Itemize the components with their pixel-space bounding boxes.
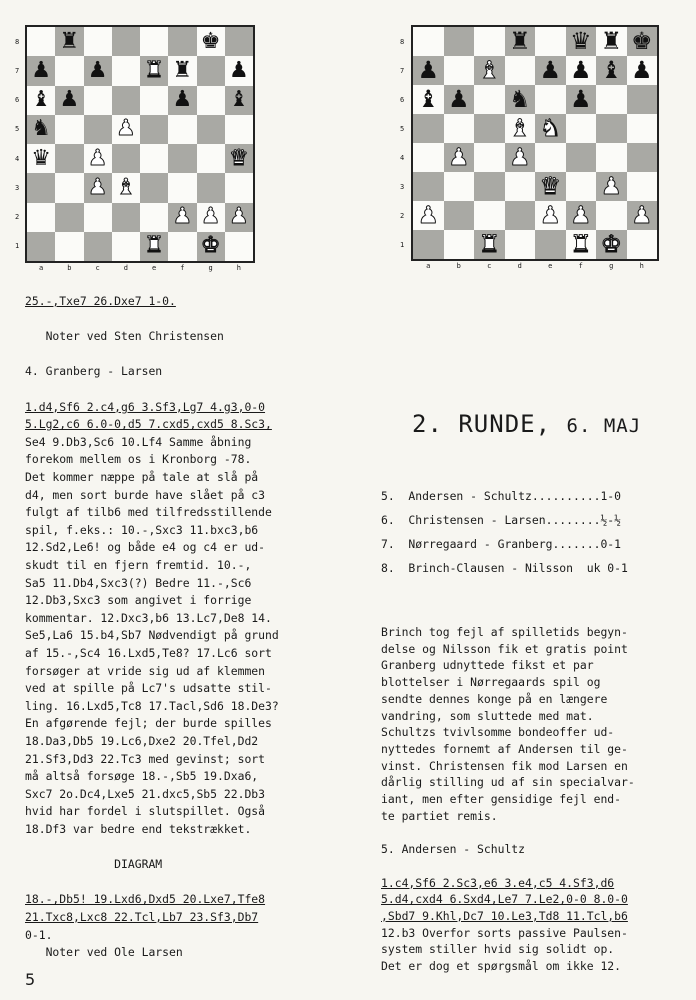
- square-c4: [474, 143, 505, 172]
- square-d1: [112, 232, 140, 261]
- square-h2: [225, 203, 253, 232]
- file-label: e: [152, 264, 157, 272]
- rank-label: 7: [400, 66, 405, 75]
- white-r-piece-icon: ♜: [144, 57, 164, 83]
- text-line: 12.b3 Overfor sorts passive Paulsen-: [381, 925, 628, 940]
- square-f6: [566, 85, 597, 114]
- square-b6: [55, 86, 83, 115]
- white-r-piece-icon: ♜: [570, 229, 592, 258]
- square-f3: [168, 173, 196, 202]
- square-g5: [197, 115, 225, 144]
- square-f2: [168, 203, 196, 232]
- square-d5: [505, 114, 536, 143]
- white-p-piece-icon: ♟: [229, 204, 249, 230]
- text-line: Sa5 11.Db4,Sxc3(?) Bedre 11.-,Sc6: [25, 575, 252, 590]
- black-q-piece-icon: ♛: [570, 26, 592, 55]
- rank-label: 2: [400, 211, 405, 220]
- text-line: Noter ved Ole Larsen: [25, 945, 183, 960]
- text-line: kommentar. 12.Dxc3,b6 13.Lc7,De8 14.: [25, 610, 272, 625]
- text-line: vandring, som sluttede med mat.: [381, 708, 594, 723]
- square-d2: [505, 201, 536, 230]
- rank-label: 8: [400, 37, 405, 46]
- square-g7: [197, 56, 225, 85]
- square-g7: [596, 56, 627, 85]
- square-c5: [84, 115, 112, 144]
- square-b4: [55, 144, 83, 173]
- square-c3: [474, 172, 505, 201]
- text-line: ved at spille på Lc7's udsatte stil-: [25, 681, 272, 696]
- text-line: 0-1.: [25, 927, 53, 942]
- square-h5: [627, 114, 658, 143]
- white-b-piece-icon: ♝: [509, 113, 531, 142]
- black-b-piece-icon: ♝: [417, 84, 439, 113]
- square-a3: [27, 173, 55, 202]
- file-label: c: [487, 262, 492, 270]
- square-g4: [596, 143, 627, 172]
- text-line: te partiet remis.: [381, 808, 498, 823]
- result-line: 7. Nørregaard - Granberg.......0-1: [381, 537, 622, 551]
- square-d4: [112, 144, 140, 173]
- square-h6: [225, 86, 253, 115]
- round-heading: [412, 410, 641, 438]
- white-p-piece-icon: ♟: [509, 142, 531, 171]
- square-g5: [596, 114, 627, 143]
- text-line: 5.Lg2,c6 6.0-0,d5 7.cxd5,cxd5 8.Sc3,: [25, 417, 272, 432]
- square-f6: [168, 86, 196, 115]
- text-line: skudt til en fjern fremtid. 10.-,: [25, 558, 252, 572]
- square-c4: [84, 144, 112, 173]
- text-line: 12.Db3,Sxc3 som angivet i forrige: [25, 593, 252, 608]
- square-d7: [112, 56, 140, 85]
- square-a8: [27, 27, 55, 56]
- file-label: e: [548, 262, 553, 270]
- square-d4: [505, 143, 536, 172]
- square-b3: [444, 172, 475, 201]
- rank-label: 1: [15, 242, 20, 251]
- square-g6: [197, 86, 225, 115]
- black-p-piece-icon: ♟: [570, 55, 592, 84]
- white-n-piece-icon: ♞: [539, 113, 561, 142]
- square-c3: [84, 173, 112, 202]
- black-p-piece-icon: ♟: [631, 55, 653, 84]
- text-line: 1.c4,Sf6 2.Sc3,e6 3.e4,c5 4.Sf3,d6: [381, 875, 615, 890]
- black-r-piece-icon: ♜: [600, 26, 622, 55]
- square-g4: [197, 144, 225, 173]
- square-c1: [474, 230, 505, 259]
- square-b1: [444, 230, 475, 259]
- black-r-piece-icon: ♜: [59, 28, 80, 54]
- text-line: vinst. Christensen fik mod Larsen en: [381, 758, 628, 773]
- square-e8: [535, 27, 566, 56]
- text-line: iant, men efter gensidige fejl end-: [381, 792, 622, 806]
- black-p-piece-icon: ♟: [570, 84, 592, 113]
- white-p-piece-icon: ♟: [631, 200, 653, 229]
- black-p-piece-icon: ♟: [448, 84, 470, 113]
- text-line: Brinch tog fejl af spilletids begyn-: [381, 625, 628, 639]
- square-d2: [112, 203, 140, 232]
- square-a2: [413, 201, 444, 230]
- text-line: sendte dennes konge på en længere: [381, 691, 608, 706]
- white-b-piece-icon: ♝: [478, 55, 500, 84]
- text-line: Det kommer næppe på tale at slå på: [25, 470, 259, 484]
- text-line: af 15.-,Sc4 16.Lxd5,Te8? 17.Lc6 sort: [25, 646, 272, 660]
- text-line: delse og Nilsson fik et gratis point: [381, 641, 628, 656]
- square-b8: [55, 27, 83, 56]
- square-d5: [112, 115, 140, 144]
- square-f8: [168, 27, 196, 56]
- square-g3: [596, 172, 627, 201]
- black-r-piece-icon: ♜: [172, 57, 193, 83]
- chess-diagram-left: [25, 25, 255, 263]
- rank-label: 1: [400, 240, 405, 249]
- text-line: Se5,La6 15.b4,Sb7 Nødvendigt på grund: [25, 628, 279, 643]
- square-d8: [505, 27, 536, 56]
- square-h2: [627, 201, 658, 230]
- square-b4: [444, 143, 475, 172]
- text-line: Schultzs tvivlsomme bondeoffer ud-: [381, 725, 615, 740]
- black-p-piece-icon: ♟: [172, 87, 193, 113]
- square-d7: [505, 56, 536, 85]
- black-b-piece-icon: ♝: [600, 55, 622, 84]
- square-e1: [140, 232, 168, 261]
- text-line: forekom mellem os i Kronborg -78.: [25, 452, 252, 467]
- square-f3: [566, 172, 597, 201]
- rank-label: 3: [400, 182, 405, 191]
- text-line: Granberg udnyttede fikst et par: [381, 658, 594, 673]
- square-c6: [474, 85, 505, 114]
- square-a8: [413, 27, 444, 56]
- square-f7: [168, 56, 196, 85]
- black-p-piece-icon: ♟: [229, 57, 249, 83]
- file-label: g: [208, 264, 213, 272]
- rank-labels-right: [400, 27, 404, 259]
- square-e1: [535, 230, 566, 259]
- square-c8: [84, 27, 112, 56]
- square-h5: [225, 115, 253, 144]
- file-label: f: [180, 264, 185, 272]
- file-label: h: [236, 264, 241, 272]
- black-n-piece-icon: ♞: [509, 84, 531, 113]
- file-label: d: [123, 264, 128, 272]
- square-b2: [444, 201, 475, 230]
- file-label: f: [578, 262, 583, 270]
- file-label: b: [456, 262, 461, 270]
- white-q-piece-icon: ♛: [229, 145, 249, 171]
- square-a4: [413, 143, 444, 172]
- rank-label: 8: [15, 37, 20, 46]
- text-line: 18.Df3 var bedre end tekstrækket.: [25, 822, 252, 836]
- square-h3: [225, 173, 253, 202]
- square-h7: [225, 56, 253, 85]
- text-line: system stiller hvid sig solidt op.: [381, 942, 615, 957]
- white-r-piece-icon: ♜: [144, 233, 164, 259]
- square-f7: [566, 56, 597, 85]
- text-line: blottelser i Nørregaards spil og: [381, 675, 601, 690]
- square-b5: [444, 114, 475, 143]
- square-f1: [168, 232, 196, 261]
- square-e5: [535, 114, 566, 143]
- square-c2: [84, 203, 112, 232]
- square-c6: [84, 86, 112, 115]
- text-line: må altså forsøge 18.-,Sb5 19.Dxa6,: [25, 769, 259, 784]
- square-h7: [627, 56, 658, 85]
- square-e2: [140, 203, 168, 232]
- round-heading-main: 2. RUNDE,: [412, 410, 552, 438]
- square-d3: [505, 172, 536, 201]
- text-line: fulgt af tilb6 med tilfredsstillende: [25, 505, 272, 520]
- text-line: En afgørende fejl; der burde spilles: [25, 716, 272, 731]
- black-p-piece-icon: ♟: [417, 55, 439, 84]
- square-a1: [27, 232, 55, 261]
- rank-label: 3: [15, 183, 20, 192]
- black-r-piece-icon: ♜: [509, 26, 531, 55]
- text-line: 18.Da3,Db5 19.Lc6,Dxe2 20.Tfel,Dd2: [25, 734, 259, 748]
- square-g2: [197, 203, 225, 232]
- square-a3: [413, 172, 444, 201]
- round-heading-date: 6. MAJ: [566, 415, 642, 437]
- square-f4: [168, 144, 196, 173]
- square-e4: [535, 143, 566, 172]
- chess-diagram-right: [411, 25, 659, 261]
- square-e7: [535, 56, 566, 85]
- result-line: 5. Andersen - Schultz..........1-0: [381, 489, 622, 503]
- square-b1: [55, 232, 83, 261]
- rank-label: 5: [15, 125, 20, 134]
- page-number: 5: [25, 970, 36, 989]
- white-q-piece-icon: ♛: [539, 171, 561, 200]
- square-f1: [566, 230, 597, 259]
- square-e3: [535, 172, 566, 201]
- square-b7: [55, 56, 83, 85]
- square-e6: [140, 86, 168, 115]
- result-line: 6. Christensen - Larsen........½-½: [381, 513, 622, 527]
- text-line: 12.Sd2,Le6! og både e4 og c4 er ud-: [25, 540, 266, 555]
- square-e2: [535, 201, 566, 230]
- file-label: d: [517, 262, 522, 270]
- square-h1: [627, 230, 658, 259]
- square-h4: [225, 144, 253, 173]
- text-line: 5.d4,cxd4 6.Sxd4,Le7 7.Le2,0-0 8.0-0: [381, 892, 628, 907]
- text-line: 21.Txc8,Lxc8 22.Tcl,Lb7 23.Sf3,Db7: [25, 910, 259, 924]
- square-a5: [413, 114, 444, 143]
- black-p-piece-icon: ♟: [31, 57, 51, 83]
- square-f2: [566, 201, 597, 230]
- square-a5: [27, 115, 55, 144]
- square-e7: [140, 56, 168, 85]
- white-p-piece-icon: ♟: [448, 142, 470, 171]
- black-n-piece-icon: ♞: [31, 116, 51, 142]
- square-d6: [505, 85, 536, 114]
- black-p-piece-icon: ♟: [87, 57, 108, 83]
- square-g3: [197, 173, 225, 202]
- text-line: 5. Andersen - Schultz: [381, 842, 526, 857]
- text-line: d4, men sort burde have slået på c3: [25, 487, 266, 502]
- square-h6: [627, 85, 658, 114]
- square-g2: [596, 201, 627, 230]
- square-a6: [413, 85, 444, 114]
- file-label: b: [67, 264, 72, 272]
- square-d3: [112, 173, 140, 202]
- black-k-piece-icon: ♚: [631, 26, 653, 55]
- square-e8: [140, 27, 168, 56]
- square-e5: [140, 115, 168, 144]
- square-e4: [140, 144, 168, 173]
- square-b7: [444, 56, 475, 85]
- file-label: a: [426, 262, 431, 270]
- square-h1: [225, 232, 253, 261]
- square-h3: [627, 172, 658, 201]
- text-line: spil, f.eks.: 10.-,Sxc3 11.bxc3,b6: [25, 522, 259, 537]
- square-c5: [474, 114, 505, 143]
- square-f5: [566, 114, 597, 143]
- text-line: 18.-,Db5! 19.Lxd6,Dxd5 20.Lxe7,Tfe8: [25, 892, 266, 907]
- rank-label: 5: [400, 124, 405, 133]
- square-g8: [596, 27, 627, 56]
- square-c7: [474, 56, 505, 85]
- text-line: 25.-,Txe7 26.Dxe7 1-0.: [25, 294, 176, 308]
- square-h8: [225, 27, 253, 56]
- square-c2: [474, 201, 505, 230]
- white-k-piece-icon: ♚: [600, 229, 622, 258]
- text-line: 4. Granberg - Larsen: [25, 364, 163, 379]
- square-a2: [27, 203, 55, 232]
- square-f8: [566, 27, 597, 56]
- square-f4: [566, 143, 597, 172]
- text-line: hvid har fordel i slutspillet. Også: [25, 804, 266, 819]
- white-p-piece-icon: ♟: [570, 200, 592, 229]
- file-labels-left: [27, 264, 253, 272]
- file-label: g: [609, 262, 614, 270]
- square-c7: [84, 56, 112, 85]
- rank-label: 7: [15, 66, 20, 75]
- rank-label: 6: [15, 96, 20, 105]
- rank-label: 2: [15, 213, 20, 222]
- black-p-piece-icon: ♟: [59, 87, 80, 113]
- square-g6: [596, 85, 627, 114]
- black-q-piece-icon: ♛: [31, 145, 51, 171]
- text-line: Det er dog et spørgsmål om ikke 12.: [381, 959, 622, 973]
- black-k-piece-icon: ♚: [200, 28, 221, 54]
- file-label: a: [39, 264, 44, 272]
- file-label: h: [639, 262, 644, 270]
- result-line: 8. Brinch-Clausen - Nilsson uk 0-1: [381, 561, 628, 575]
- square-c1: [84, 232, 112, 261]
- white-p-piece-icon: ♟: [87, 145, 108, 171]
- rank-label: 4: [15, 154, 20, 163]
- square-a6: [27, 86, 55, 115]
- text-line: nyttedes fornemt af Andersen til ge-: [381, 741, 628, 756]
- text-line: 21.Sf3,Dd3 22.Tc3 med gevinst; sort: [25, 751, 266, 766]
- text-line: DIAGRAM: [25, 857, 163, 872]
- square-b6: [444, 85, 475, 114]
- black-p-piece-icon: ♟: [539, 55, 561, 84]
- white-p-piece-icon: ♟: [417, 200, 439, 229]
- square-h8: [627, 27, 658, 56]
- square-d1: [505, 230, 536, 259]
- square-a7: [413, 56, 444, 85]
- square-a7: [27, 56, 55, 85]
- square-b3: [55, 173, 83, 202]
- black-b-piece-icon: ♝: [229, 87, 249, 113]
- rank-label: 4: [400, 153, 405, 162]
- text-line: 1.d4,Sf6 2.c4,g6 3.Sf3,Lg7 4.g3,0-0: [25, 399, 266, 414]
- square-d6: [112, 86, 140, 115]
- black-b-piece-icon: ♝: [31, 87, 51, 113]
- white-k-piece-icon: ♚: [200, 233, 221, 259]
- square-e3: [140, 173, 168, 202]
- square-b2: [55, 203, 83, 232]
- square-a4: [27, 144, 55, 173]
- square-d8: [112, 27, 140, 56]
- white-p-piece-icon: ♟: [172, 204, 193, 230]
- text-line: forsøger at vride sig ud af klemmen: [25, 663, 266, 678]
- square-f5: [168, 115, 196, 144]
- square-g8: [197, 27, 225, 56]
- white-b-piece-icon: ♝: [116, 174, 136, 200]
- square-c8: [474, 27, 505, 56]
- square-g1: [596, 230, 627, 259]
- text-line: Noter ved Sten Christensen: [25, 329, 224, 344]
- text-line: ,Sbd7 9.Khl,Dc7 10.Le3,Td8 11.Tcl,b6: [381, 908, 628, 923]
- rank-labels-left: [15, 27, 19, 261]
- square-a1: [413, 230, 444, 259]
- square-e6: [535, 85, 566, 114]
- square-b5: [55, 115, 83, 144]
- text-line: Se4 9.Db3,Sc6 10.Lf4 Samme åbning: [25, 434, 252, 449]
- text-line: dårlig stilling ud af sin specialvar-: [381, 775, 635, 790]
- white-p-piece-icon: ♟: [539, 200, 561, 229]
- square-b8: [444, 27, 475, 56]
- white-p-piece-icon: ♟: [200, 204, 221, 230]
- text-line: Sxc7 2o.Dc4,Lxe5 21.dxc5,Sb5 22.Db3: [25, 786, 266, 801]
- file-label: c: [95, 264, 100, 272]
- square-h4: [627, 143, 658, 172]
- white-p-piece-icon: ♟: [87, 174, 108, 200]
- white-p-piece-icon: ♟: [116, 116, 136, 142]
- white-r-piece-icon: ♜: [478, 229, 500, 258]
- text-line: ling. 16.Lxd5,Tc8 17.Tacl,Sd6 18.De3?: [25, 698, 279, 713]
- rank-label: 6: [400, 95, 405, 104]
- square-g1: [197, 232, 225, 261]
- file-labels-right: [413, 262, 657, 270]
- white-p-piece-icon: ♟: [600, 171, 622, 200]
